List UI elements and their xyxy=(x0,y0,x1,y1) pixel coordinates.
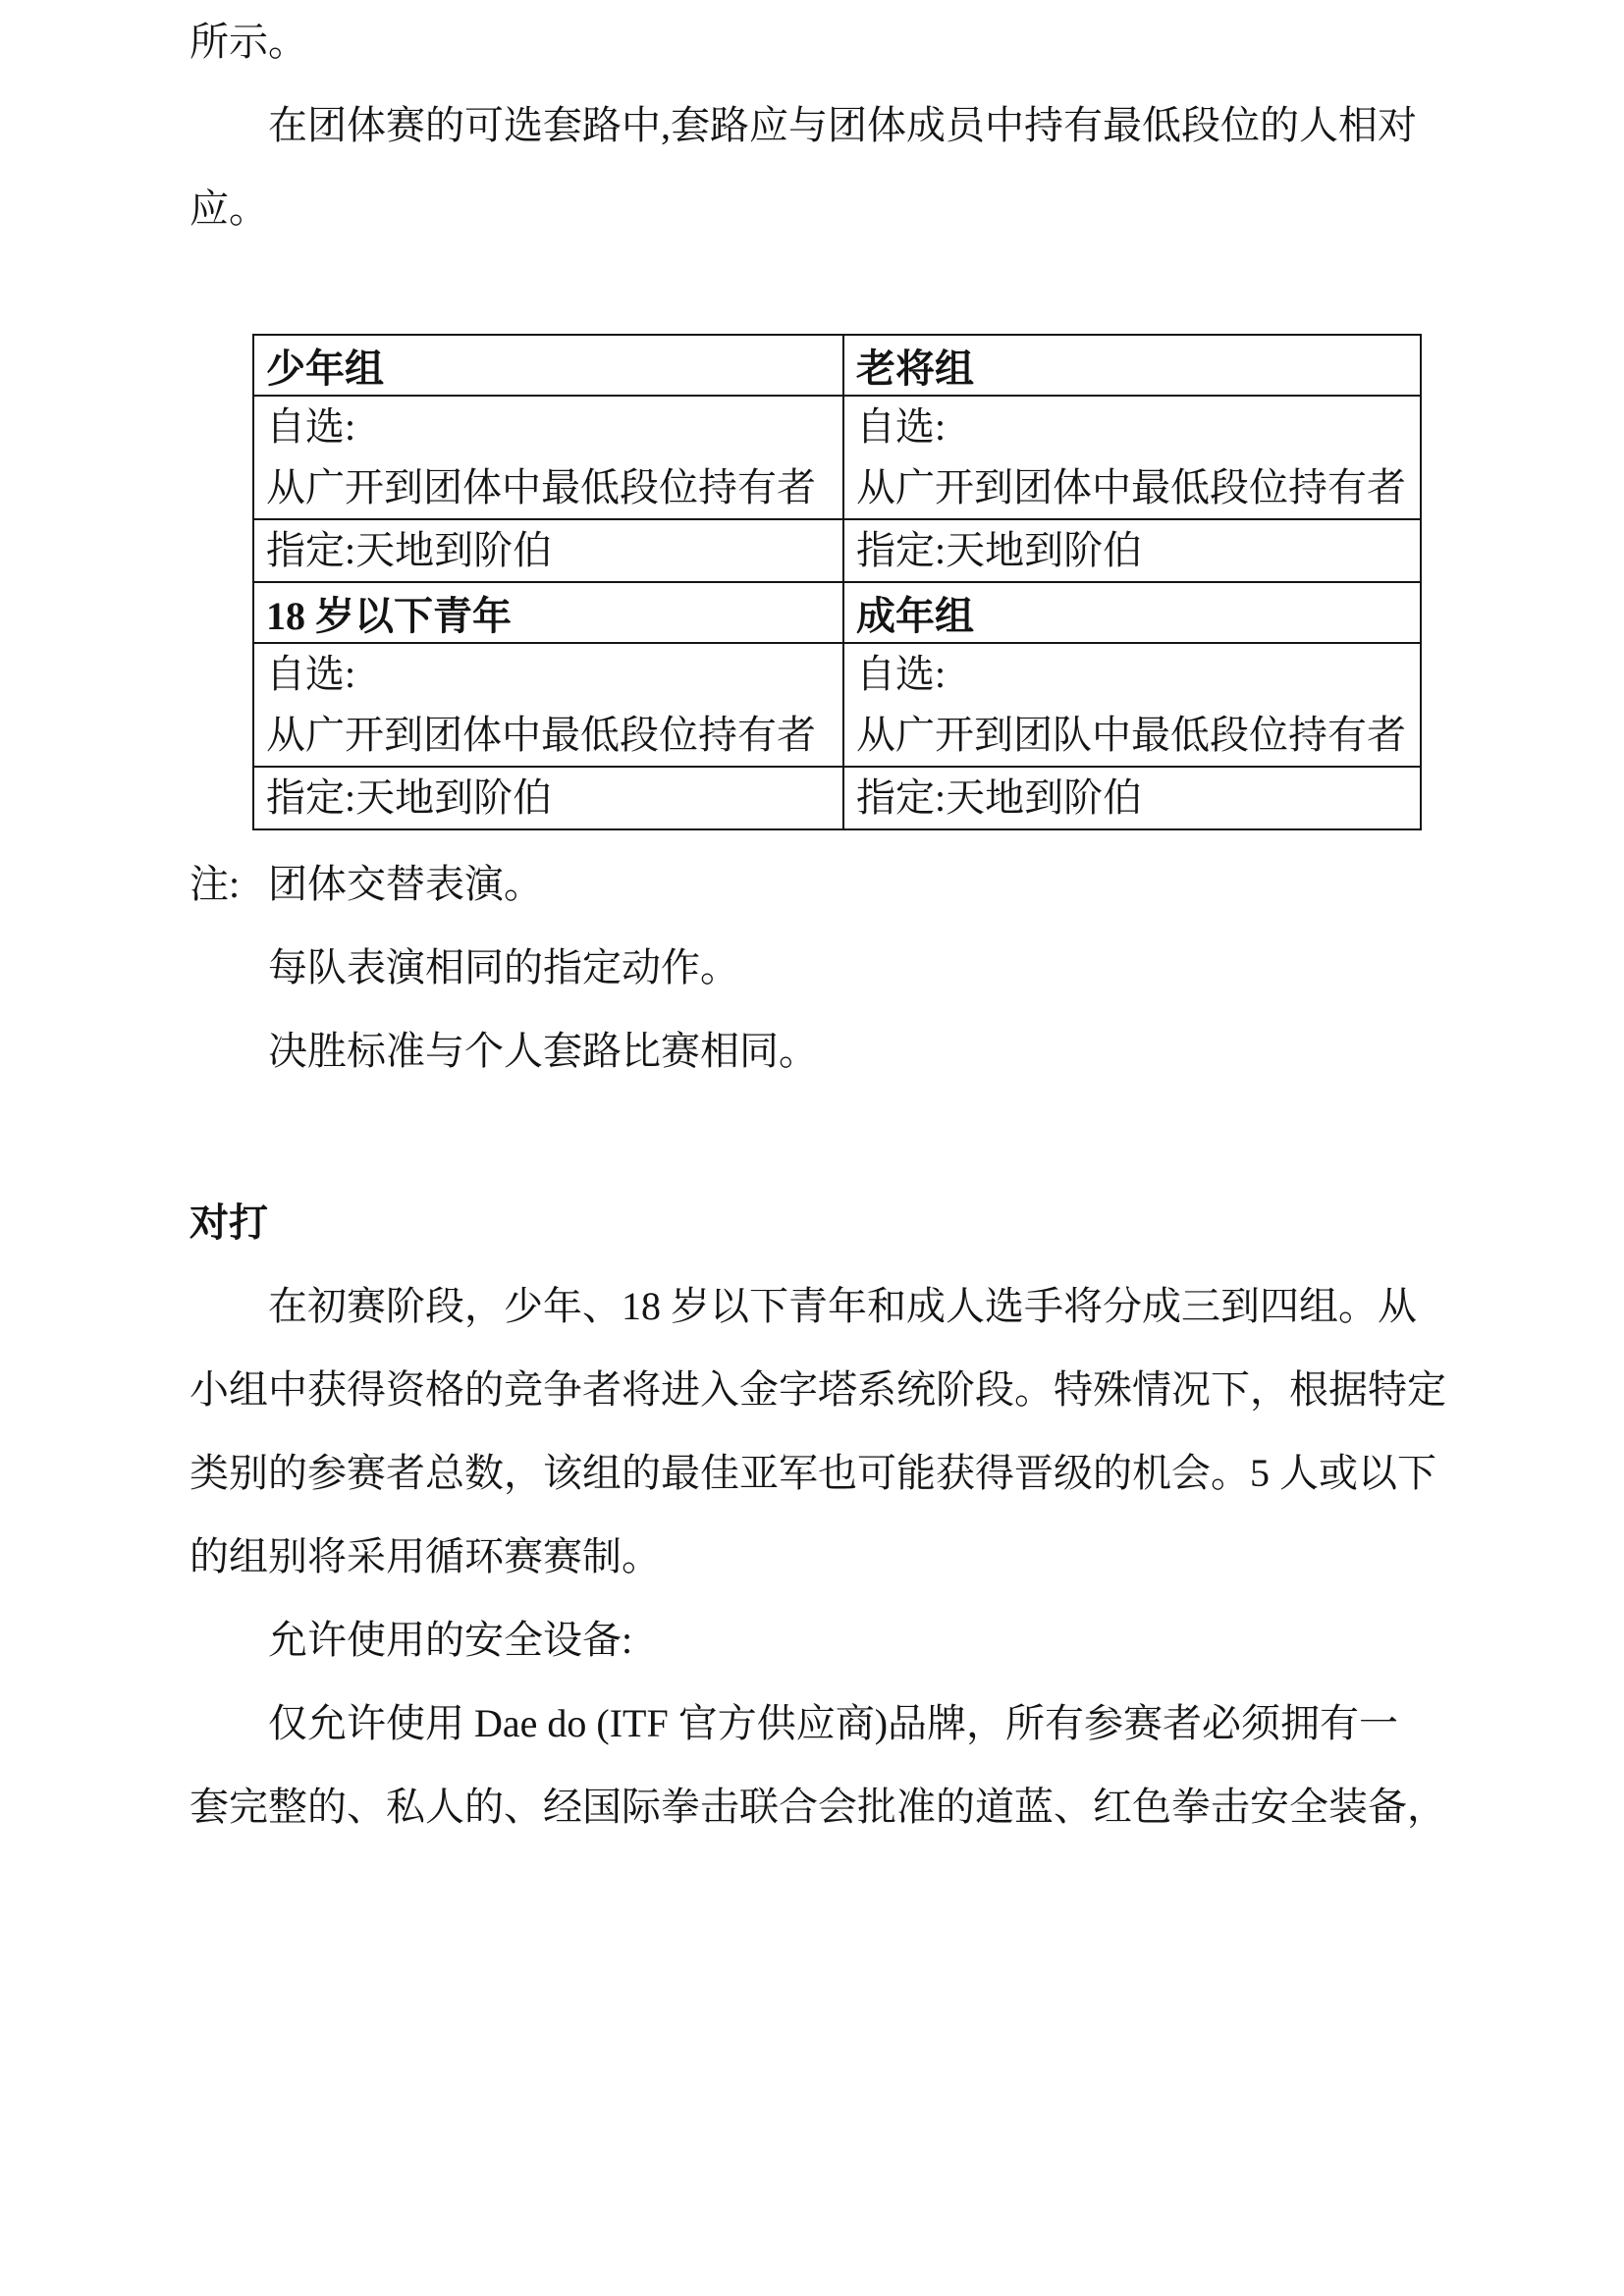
optional-range: 从广开到团体中最低段位持有者 xyxy=(266,465,816,509)
note-line-3: 决胜标准与个人套路比赛相同。 xyxy=(268,1029,818,1073)
cell-adult-header: 成年组 xyxy=(843,582,1421,643)
optional-label: 自选: xyxy=(856,652,947,696)
note-line-2: 每队表演相同的指定动作。 xyxy=(268,945,739,989)
intro-line-2: 在团体赛的可选套路中,套路应与团体成员中持有最低段位的人相对 xyxy=(268,103,1417,147)
cell-under18-designated: 指定:天地到阶伯 xyxy=(253,767,843,829)
note-label: 注: xyxy=(189,862,241,906)
cell-junior-designated: 指定:天地到阶伯 xyxy=(253,519,843,582)
blank-line xyxy=(189,1093,1389,1181)
sparring-para-line-1: 在初赛阶段，少年、18 岁以下青年和成人选手将分成三到四组。从 xyxy=(268,1284,1417,1328)
cell-adult-designated: 指定:天地到阶伯 xyxy=(843,767,1421,829)
sparring-heading: 对打 xyxy=(189,1201,268,1245)
notes-block xyxy=(189,842,1389,1093)
table-row xyxy=(253,519,1421,582)
optional-range: 从广开到团体中最低段位持有者 xyxy=(856,465,1406,509)
equipment-line: 允许使用的安全设备: xyxy=(268,1618,633,1662)
note-text-1: 团体交替表演。 xyxy=(268,862,543,906)
brand-line-2: 套完整的、私人的、经国际拳击联合会批准的道蓝、红色拳击安全装备， xyxy=(189,1785,1446,1829)
cell-under18-header: 18 岁以下青年 xyxy=(253,582,843,643)
table-row xyxy=(253,767,1421,829)
optional-label: 自选: xyxy=(266,404,356,449)
optional-label: 自选: xyxy=(856,404,947,449)
intro-line-3: 应。 xyxy=(189,187,268,231)
cell-junior-optional xyxy=(253,396,843,519)
table-row xyxy=(253,643,1421,767)
cell-veteran-optional xyxy=(843,396,1421,519)
sparring-para-line-2: 小组中获得资格的竞争者将进入金字塔系统阶段。特殊情况下，根据特定 xyxy=(189,1367,1446,1412)
optional-label: 自选: xyxy=(266,652,356,696)
optional-range: 从广开到团体中最低段位持有者 xyxy=(266,713,816,757)
cell-adult-optional xyxy=(843,643,1421,767)
cell-junior-header: 少年组 xyxy=(253,335,843,396)
table-row xyxy=(253,396,1421,519)
intro-line-1: 所示。 xyxy=(189,20,307,64)
note-line-1 xyxy=(189,842,1389,926)
page-content xyxy=(189,0,1446,1848)
table-row xyxy=(253,335,1421,396)
sparring-para-line-4: 的组别将采用循环赛赛制。 xyxy=(189,1534,661,1578)
brand-line-1: 仅允许使用 Dae do (ITF 官方供应商)品牌，所有参赛者必须拥有一 xyxy=(268,1701,1399,1745)
table-row xyxy=(253,582,1421,643)
pattern-groups-table xyxy=(252,334,1422,830)
cell-veteran-designated: 指定:天地到阶伯 xyxy=(843,519,1421,582)
sparring-para-line-3: 类别的参赛者总数，该组的最佳亚军也可能获得晋级的机会。5 人或以下 xyxy=(189,1451,1436,1495)
optional-range: 从广开到团队中最低段位持有者 xyxy=(856,713,1406,757)
cell-veteran-header: 老将组 xyxy=(843,335,1421,396)
cell-under18-optional xyxy=(253,643,843,767)
